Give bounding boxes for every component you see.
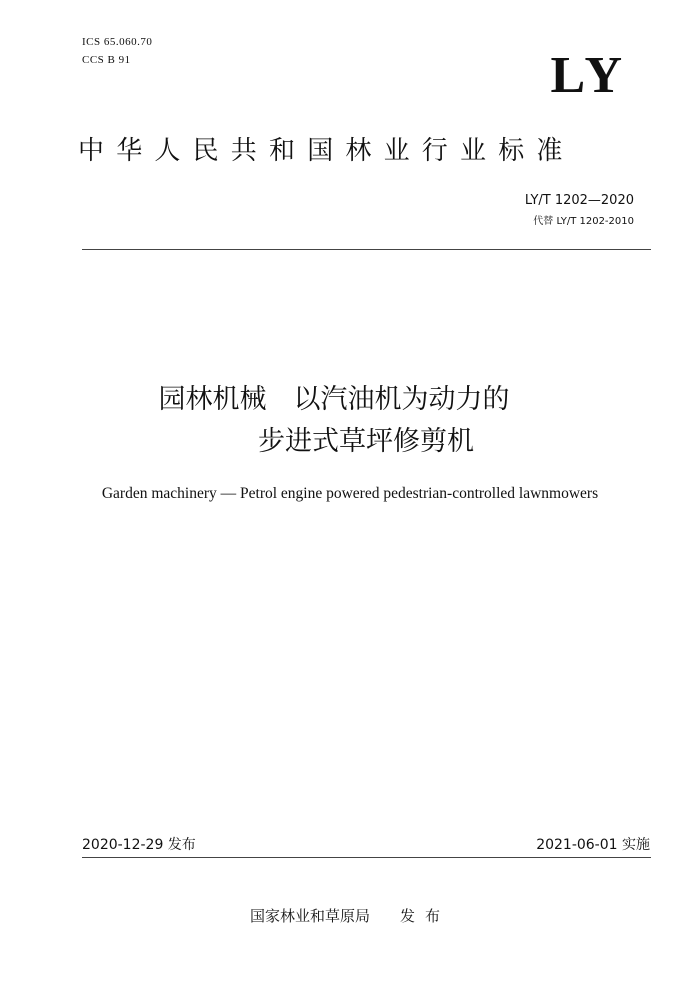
title-chinese-line-1: 园林机械 以汽油机为动力的	[158, 384, 510, 415]
ccs-code: CCS B 91	[82, 54, 131, 66]
issuer-action: 发布	[400, 907, 451, 925]
standard-number: LY/T 1202—2020	[524, 193, 634, 208]
bottom-divider	[82, 857, 651, 858]
top-divider	[82, 249, 651, 250]
ics-code: ICS 65.060.70	[82, 36, 153, 48]
standard-logo: LY	[550, 47, 626, 104]
issuer-name: 国家林业和草原局	[249, 907, 370, 925]
implementation-date: 2021-06-01 实施	[536, 837, 650, 853]
publication-date: 2020-12-29 发布	[82, 837, 196, 853]
standard-category-title: 中华人民共和国林业行业标准	[78, 136, 575, 166]
issuer-line	[0, 906, 700, 926]
title-english: Garden machinery — Petrol engine powered pedestrian-controlled lawnmowers	[101, 485, 599, 502]
title-chinese-line-2: 步进式草坪修剪机	[258, 426, 474, 457]
replaces-standard: 代替 LY/T 1202-2010	[533, 216, 634, 227]
